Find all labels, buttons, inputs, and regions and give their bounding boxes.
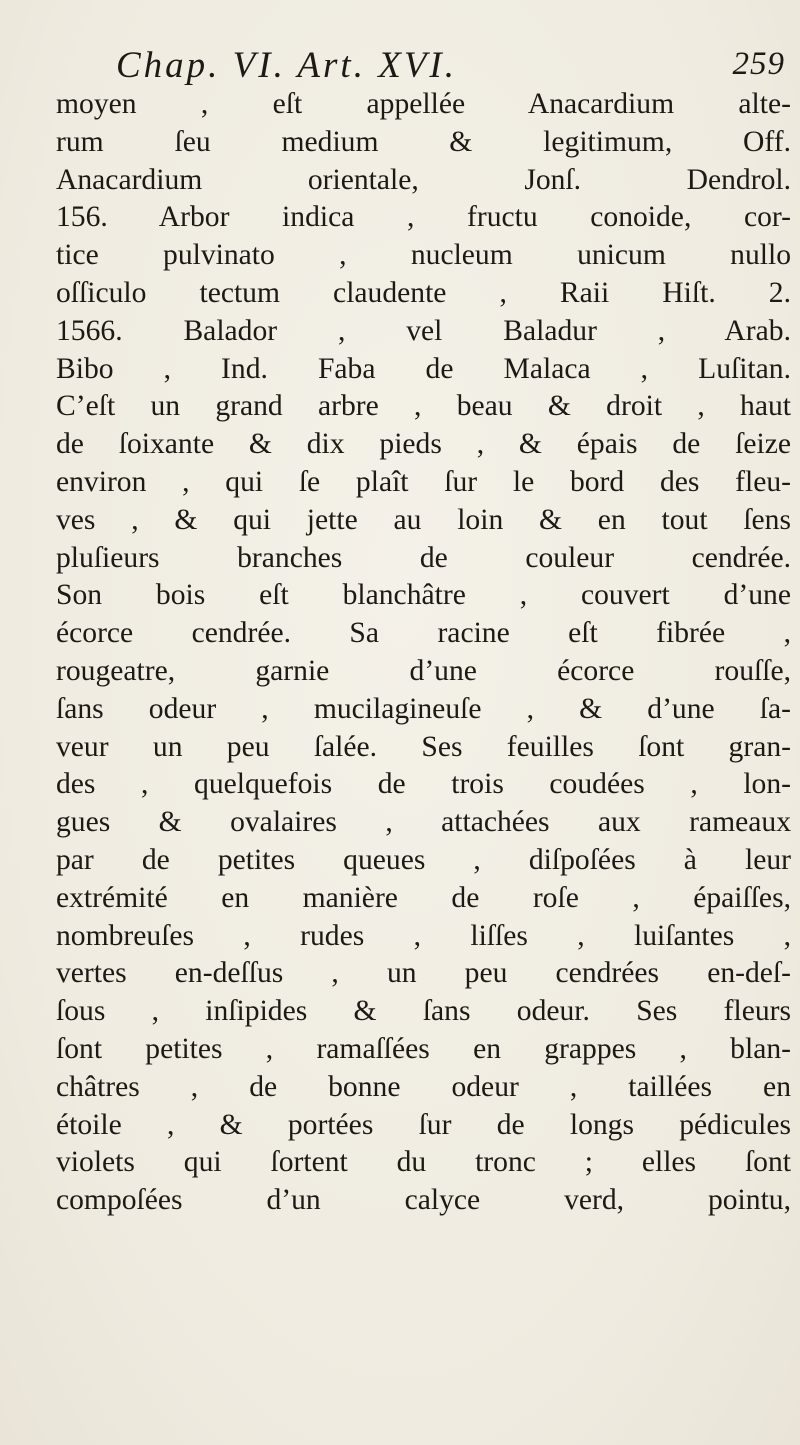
page-number: 259: [732, 46, 785, 82]
text-line: Anacardium orientale, Jonſ. Dendrol.: [56, 163, 791, 196]
text-line: vertes en-deſſus , un peu cendrées en-deſ-: [56, 957, 791, 990]
text-line: C’eſt un grand arbre , beau & droit , haut: [56, 390, 791, 423]
text-line: écorce cendrée. Sa racine eſt fibrée ,: [56, 617, 791, 650]
text-line: extrémité en manière de roſe , épaiſſes,: [56, 881, 791, 914]
text-line: tice pulvinato , nucleum unicum nullo: [56, 239, 791, 272]
text-line: violets qui ſortent du tronc ; elles ſont: [56, 1146, 791, 1179]
text-line: par de petites queues , diſpoſées à leur: [56, 843, 791, 876]
text-line: de ſoixante & dix pieds , & épais de ſeize: [56, 428, 791, 461]
text-line: ſont petites , ramaſſées en grappes , blan-: [56, 1032, 791, 1065]
text-line: châtres , de bonne odeur , taillées en: [56, 1070, 791, 1103]
text-line: veur un peu ſalée. Ses feuilles ſont gran-: [56, 730, 791, 763]
chapter-heading: Chap. VI. Art. XVI.: [116, 45, 457, 86]
text-line: ſans odeur , mucilagineuſe , & d’une ſa-: [56, 692, 791, 725]
text-line: ſous , inſipides & ſans odeur. Ses fleurs: [56, 995, 791, 1028]
text-line: 1566. Balador , vel Baladur , Arab.: [56, 314, 791, 347]
text-line: gues & ovalaires , attachées aux rameaux: [56, 806, 791, 839]
text-line: ves , & qui jette au loin & en tout ſens: [56, 503, 791, 536]
text-line: 156. Arbor indica , fructu conoide, cor-: [56, 201, 791, 234]
text-line: rum ſeu medium & legitimum, Off.: [56, 125, 791, 158]
text-line: environ , qui ſe plaît ſur le bord des fleu-: [56, 465, 791, 498]
text-line: des , quelquefois de trois coudées , lon-: [56, 768, 791, 801]
text-line: nombreuſes , rudes , liſſes , luiſantes ,: [56, 919, 791, 952]
text-line: rougeatre, garnie d’une écorce rouſſe,: [56, 654, 791, 687]
text-line: étoile , & portées ſur de longs pédicules: [56, 1108, 791, 1141]
body-text: [56, 86, 791, 1220]
text-line: pluſieurs branches de couleur cendrée.: [56, 541, 791, 574]
text-line: Son bois eſt blanchâtre , couvert d’une: [56, 579, 791, 612]
text-line: oſſiculo tectum claudente , Raii Hiſt. 2.: [56, 276, 791, 309]
text-line: Bibo , Ind. Faba de Malaca , Luſitan.: [56, 352, 791, 385]
text-line: compoſées d’un calyce verd, pointu,: [56, 1184, 791, 1217]
text-line: moyen , eſt appellée Anacardium alte-: [56, 88, 791, 120]
